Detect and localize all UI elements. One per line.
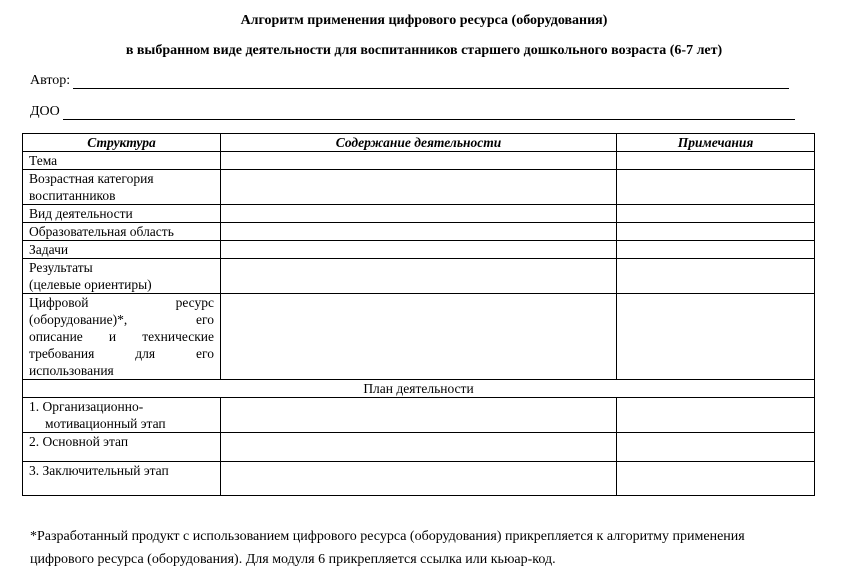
content-cell[interactable] bbox=[221, 152, 617, 170]
table-row bbox=[23, 241, 815, 259]
notes-cell[interactable] bbox=[617, 205, 815, 223]
table-row bbox=[23, 223, 815, 241]
header-structure: Структура bbox=[23, 134, 221, 152]
row-label-resource bbox=[23, 294, 221, 380]
row-label-results bbox=[23, 259, 221, 294]
results-line-1: Результаты bbox=[29, 260, 93, 275]
notes-cell[interactable] bbox=[617, 241, 815, 259]
notes-cell[interactable] bbox=[617, 433, 815, 462]
author-field bbox=[30, 73, 789, 89]
notes-cell[interactable] bbox=[617, 152, 815, 170]
table-row bbox=[23, 152, 815, 170]
stage1-line-2: мотивационный этап bbox=[45, 416, 166, 431]
row-label-age bbox=[23, 170, 221, 205]
doo-blank-line[interactable] bbox=[63, 107, 795, 120]
notes-cell[interactable] bbox=[617, 223, 815, 241]
notes-cell[interactable] bbox=[617, 170, 815, 205]
content-cell[interactable] bbox=[221, 462, 617, 496]
content-cell[interactable] bbox=[221, 223, 617, 241]
notes-cell[interactable] bbox=[617, 294, 815, 380]
algorithm-table bbox=[22, 133, 815, 496]
age-line-1: Возрастная категория bbox=[29, 171, 154, 186]
stage-label-1 bbox=[23, 398, 221, 433]
stage-label-3: 3. Заключительный этап bbox=[23, 462, 221, 496]
author-blank-line[interactable] bbox=[73, 76, 789, 89]
header-notes: Примечания bbox=[617, 134, 815, 152]
row-label-activity: Вид деятельности bbox=[23, 205, 221, 223]
plan-header-row bbox=[23, 380, 815, 398]
table-row bbox=[23, 259, 815, 294]
header-content: Содержание деятельности bbox=[221, 134, 617, 152]
plan-header: План деятельности bbox=[23, 380, 815, 398]
table-row bbox=[23, 462, 815, 496]
content-cell[interactable] bbox=[221, 294, 617, 380]
row-label-area: Образовательная область bbox=[23, 223, 221, 241]
table-row bbox=[23, 398, 815, 433]
row-label-topic: Тема bbox=[23, 152, 221, 170]
table-row bbox=[23, 433, 815, 462]
resource-line-5: использования bbox=[29, 363, 114, 378]
stage-label-2: 2. Основной этап bbox=[23, 433, 221, 462]
footnote-line-1: *Разработанный продукт с использованием цифрового ресурса (оборудования) прикрепляется к алгоритму применения bbox=[30, 529, 745, 544]
content-cell[interactable] bbox=[221, 259, 617, 294]
content-cell[interactable] bbox=[221, 433, 617, 462]
content-cell[interactable] bbox=[221, 170, 617, 205]
resource-line-4: требования для его bbox=[29, 346, 214, 361]
table-row bbox=[23, 294, 815, 380]
author-label: Автор: bbox=[30, 73, 71, 88]
footnote bbox=[30, 525, 820, 571]
content-cell[interactable] bbox=[221, 398, 617, 433]
doo-field bbox=[30, 104, 795, 120]
stage1-line-1: 1. Организационно- bbox=[29, 399, 144, 414]
notes-cell[interactable] bbox=[617, 398, 815, 433]
notes-cell[interactable] bbox=[617, 259, 815, 294]
document-title: Алгоритм применения цифрового ресурса (оборудования) bbox=[240, 13, 608, 28]
row-label-tasks: Задачи bbox=[23, 241, 221, 259]
age-line-2: воспитанников bbox=[29, 188, 116, 203]
table-row bbox=[23, 205, 815, 223]
results-line-2: (целевые ориентиры) bbox=[29, 277, 152, 292]
content-cell[interactable] bbox=[221, 205, 617, 223]
resource-line-3: описание и технические bbox=[29, 329, 214, 344]
table-row bbox=[23, 170, 815, 205]
table-header-row bbox=[23, 134, 815, 152]
doo-label: ДОО bbox=[30, 104, 60, 119]
footnote-line-2: цифрового ресурса (оборудования). Для модуля 6 прикрепляется ссылка или кьюар-код. bbox=[30, 552, 556, 567]
notes-cell[interactable] bbox=[617, 462, 815, 496]
resource-line-1: Цифровой ресурс bbox=[29, 295, 214, 310]
resource-line-2: (оборудование)*, его bbox=[29, 312, 214, 327]
document-subtitle: в выбранном виде деятельности для воспитанников старшего дошкольного возраста (6-7 лет) bbox=[125, 43, 723, 58]
content-cell[interactable] bbox=[221, 241, 617, 259]
